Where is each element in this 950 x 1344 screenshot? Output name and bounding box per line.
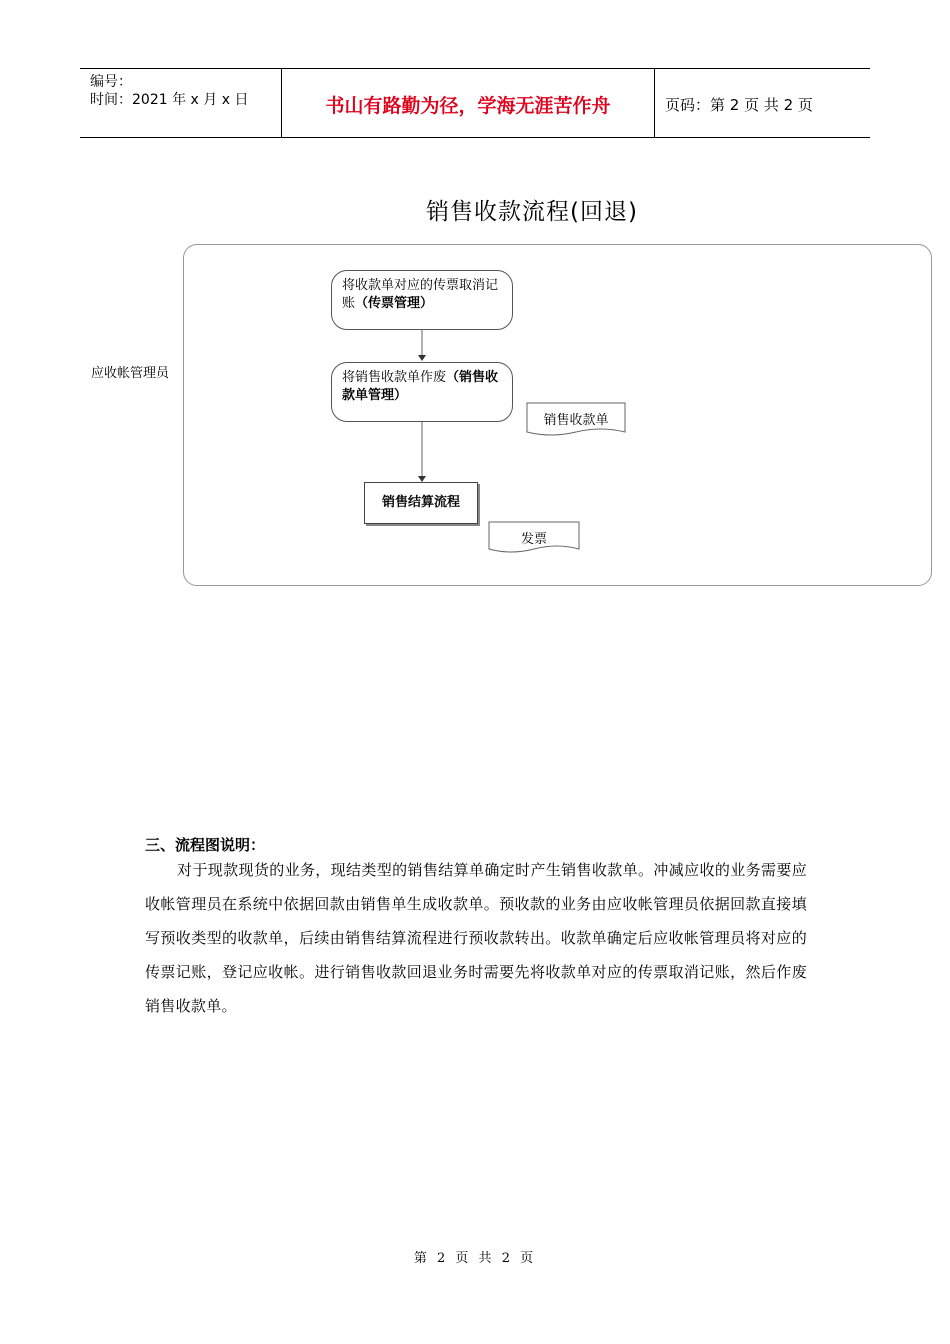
section-paragraph: 对于现款现货的业务，现结类型的销售结算单确定时产生销售收款单。冲减应收的业务需要应收帐管理员在系统中依据回款由销售单生成收款单。预收款的业务由应收帐管理员依据回款直接填写预收类型的收款单，后续由销售结算流程进行预收款转出。收款单确定后应收帐管理员将对应的传票记账，登记应收帐。进行销售收款回退业务时需要先将收款单对应的传票取消记账，然后作废销售收款单。 [145,861,807,1015]
doc1-label: 销售收款单 [543,413,609,428]
doc2-label: 发票 [520,532,547,547]
date-label: 时间：2021 年 x 月 x 日 [90,92,249,108]
swimlane-role-label: 应收帐管理员 [91,366,170,381]
step2-text: 将销售收款单作废 [342,370,447,385]
header-motto: 书山有路勤为径，学海无涯苦作舟 [325,95,611,117]
arrowhead-icon [418,355,426,361]
step2-bold: （销售收款单管理） [342,370,499,403]
header-page-label: 页码：第 2 页 共 2 页 [665,96,813,114]
subprocess-sales-settlement: 销售结算流程 [364,482,478,524]
document-invoice [488,521,580,555]
page-footer: 第 2 页 共 2 页 [413,1251,537,1266]
process-step-void-receipt [331,362,513,422]
section-heading: 三、流程图说明： [145,836,266,854]
step1-bold: （传票管理） [355,296,434,311]
process-step-cancel-voucher [331,270,513,330]
step1-text: 将收款单对应的传票取消记账 [342,278,499,311]
number-label: 编号： [90,74,132,90]
diagram-title: 销售收款流程(回退) [426,199,638,225]
document-sales-receipt [526,402,626,438]
